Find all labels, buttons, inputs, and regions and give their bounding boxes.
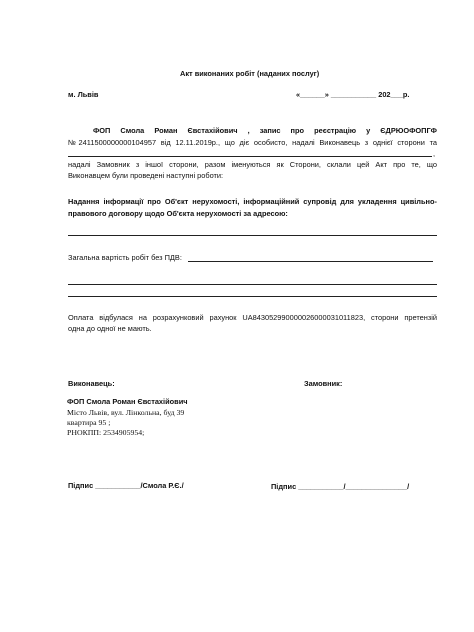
executor-heading: Виконавець: [68, 379, 115, 388]
date-line: «______» ___________ 202___р. [296, 90, 410, 99]
city: м. Львів [68, 90, 99, 99]
customer-heading: Замовник: [304, 379, 343, 388]
executor-tax-id: РНОКПП: 2534905954; [67, 428, 145, 437]
parties-line-3-suffix: , [433, 149, 436, 158]
executor-address-1: Місто Львів, вул. Лінкольна, буд 39 [67, 408, 185, 417]
cost-label: Загальна вартість робіт без ПДВ: [68, 253, 182, 262]
executor-signature: Підпис ___________/Смола Р.Є./ [68, 481, 184, 490]
parties-line-1: ФОП Смола Роман Євстахійович , запис про реєстрацію у ЄДРЮОФОПГФ [93, 126, 437, 135]
service-line-1: Надання інформації про Об'єкт нерухомості, інформаційний супровід для укладення цивільно- [68, 197, 437, 206]
blank-line-2 [68, 296, 437, 297]
customer-signature: Підпис ___________/_______________/ [271, 482, 410, 491]
parties-line-4: надалі Замовник з іншої сторони, разом іменуються як Сторони, склали цей Акт про те, що [68, 160, 437, 169]
customer-name-blank-line [68, 156, 432, 157]
parties-line-2: №2411500000000104957 від 12.11.2019р., що діє особисто, надалі Виконавець з однієї сторони та [68, 138, 437, 147]
parties-line-5: Виконавцем були проведені наступні роботи: [68, 171, 224, 180]
document-title: Акт виконаних робіт (наданих послуг) [180, 69, 320, 78]
payment-line-2: одна до одної не мають. [68, 324, 152, 333]
payment-line-1: Оплата відбулася на розрахунковий рахунок UA843052990000026000031011823, сторони претензій [68, 313, 437, 322]
blank-line-1 [68, 284, 437, 285]
cost-blank-line [188, 261, 433, 262]
executor-address-2: квартира 95 ; [67, 418, 111, 427]
address-blank-line [68, 235, 437, 236]
service-line-2: правового договору щодо Об'єкта нерухомості за адресою: [68, 209, 288, 218]
executor-name: ФОП Смола Роман Євстахійович [67, 397, 188, 406]
